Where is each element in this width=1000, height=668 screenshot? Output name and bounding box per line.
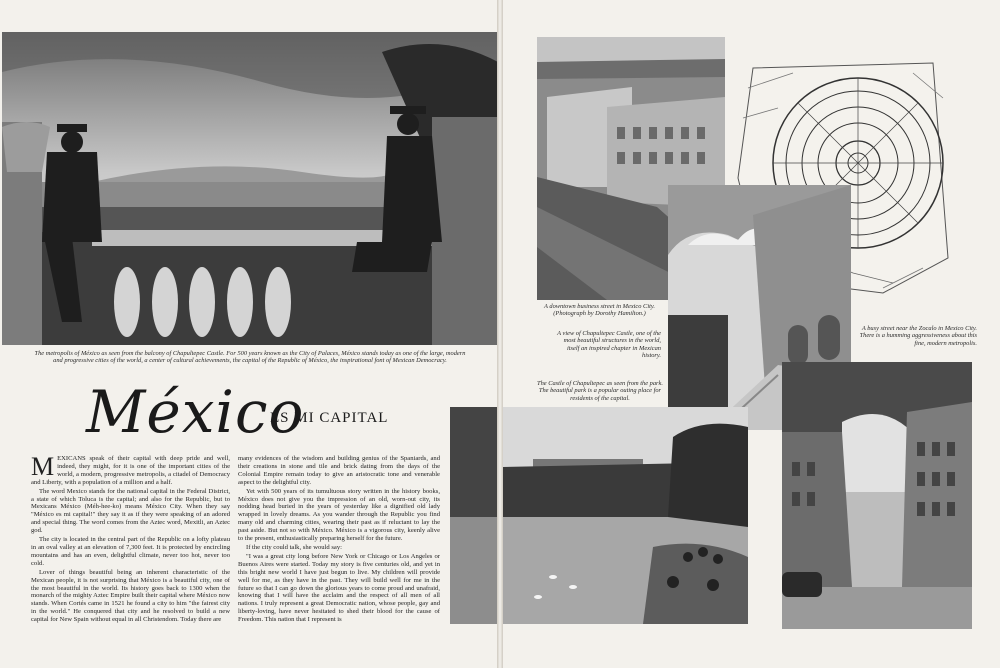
right-page (503, 0, 1000, 668)
title-script: México (86, 378, 305, 446)
paragraph: many evidences of the wisdom and building genius of the Spaniards, and their creations in stone and tile and brick dating from the days of the Colonial Empire remain today to give an aristocratic tone and venerable aspect to the delightful city. (238, 455, 440, 486)
left-page (0, 0, 497, 668)
paragraph: The city is located in the central part of the Republic on a lofty plateau in an oval valley at an elevation of 7,300 feet. It is protected by encircling mountains and has an even, delightful climate, never too hot, never too cold. (31, 536, 230, 567)
dropcap: M (31, 452, 55, 481)
chapultepec-view-caption: A view of Chapultepec Castle, one of the most beautiful structures in the world, itself an inspired chapter in Mexican history. (557, 330, 661, 360)
park-photo (503, 407, 748, 624)
balcony-photo (2, 32, 498, 345)
paragraph: Yet with 500 years of its tumultuous story written in the history books, México does not give you the impression of an old, worn-out city, its nodding head buried in the years of yesterday like a dignified old lady wrapped in lovely dreams. As you wander through the Republic you find many old and charming cities, wearing their past as if reluctant to lay the past aside. But not so with México. México is a vigorous city, keenly alive to the present, enthusiastically preparing herself for the future. (238, 487, 440, 543)
article-title (82, 378, 422, 448)
park-photo-left (450, 407, 497, 624)
title-subtitle: ES MI CAPITAL (270, 410, 389, 426)
zocalo-caption: A busy street near the Zocalo in Mexico City. There is a humming aggressiveness about this fine, modern metropolis. (859, 325, 977, 347)
paragraph: "I was a great city long before New York or Chicago or Los Angeles or Buenos Aires were started. Today my story is five centuries old, and yet in this bright new world I have just begun to live. My children will provide well for me, as they have in the past. They will build well for me in the future so that I can go down the glorious years to come proud and unafraid, knowing that I will have the acclaim and the respect of all men of all nations. I truly represent a great Democratic nation, whose people, gay and liberty-loving, have never hesitated to shed their blood for the cause of Freedom. This nation that I represent is (238, 552, 440, 624)
balcony-caption: The metropolis of México as seen from the balcony of Chapultepec Castle. For 500 years known as the City of Palaces, México stands today as one of the large, modern and progressive cities of the world, a center of cultural achievements, the capital of the Republic of México, the inspirational font of Mexican Democracy. (34, 350, 466, 365)
article-column-2 (238, 455, 440, 625)
paragraph: If the city could talk, she would say: (246, 543, 342, 551)
paragraph: MEXICANS speak of their capital with deep pride and well, indeed, they might, for it is one of the important cities of the world, a modern, progressive metropolis, a citadel of Democracy and Liberty, with a population of a million and a half. (31, 452, 230, 486)
downtown-caption: A downtown business street in Mexico City. (Photograph by Dorothy Hamilton.) (544, 303, 655, 318)
article-column-1 (31, 452, 230, 625)
paragraph: Lover of things beautiful being an inherent characteristic of the Mexican people, it is not surprising that México is a beautiful city, one of the most beautiful in the world. Its history goes back to 1300 when the monarch of the mighty Aztec Empire built their capital where México now stands. When Cortés came in 1521 he found a city to him "the fairest city in the world." He conquered that city and he resolved to build a new capital for New Spain without equal in all Christendom. Today there are (31, 568, 230, 624)
paragraph: The word Mexico stands for the national capital in the Federal District, a state of which Toluca is the capital; and also for the Republic, but to Mexicans México (Méh-hee-ko) means México City. When they say "México es mi capital!" they say it as if they were speaking of an adored and special thing. The word comes from the Aztec word, Mexitli, an Aztec god. (31, 487, 230, 535)
castle-park-caption: The Castle of Chapultepec as seen from the park. The beautiful park is a popular outing place for residents of the capital. (537, 380, 663, 402)
zocalo-street-photo (782, 362, 972, 629)
